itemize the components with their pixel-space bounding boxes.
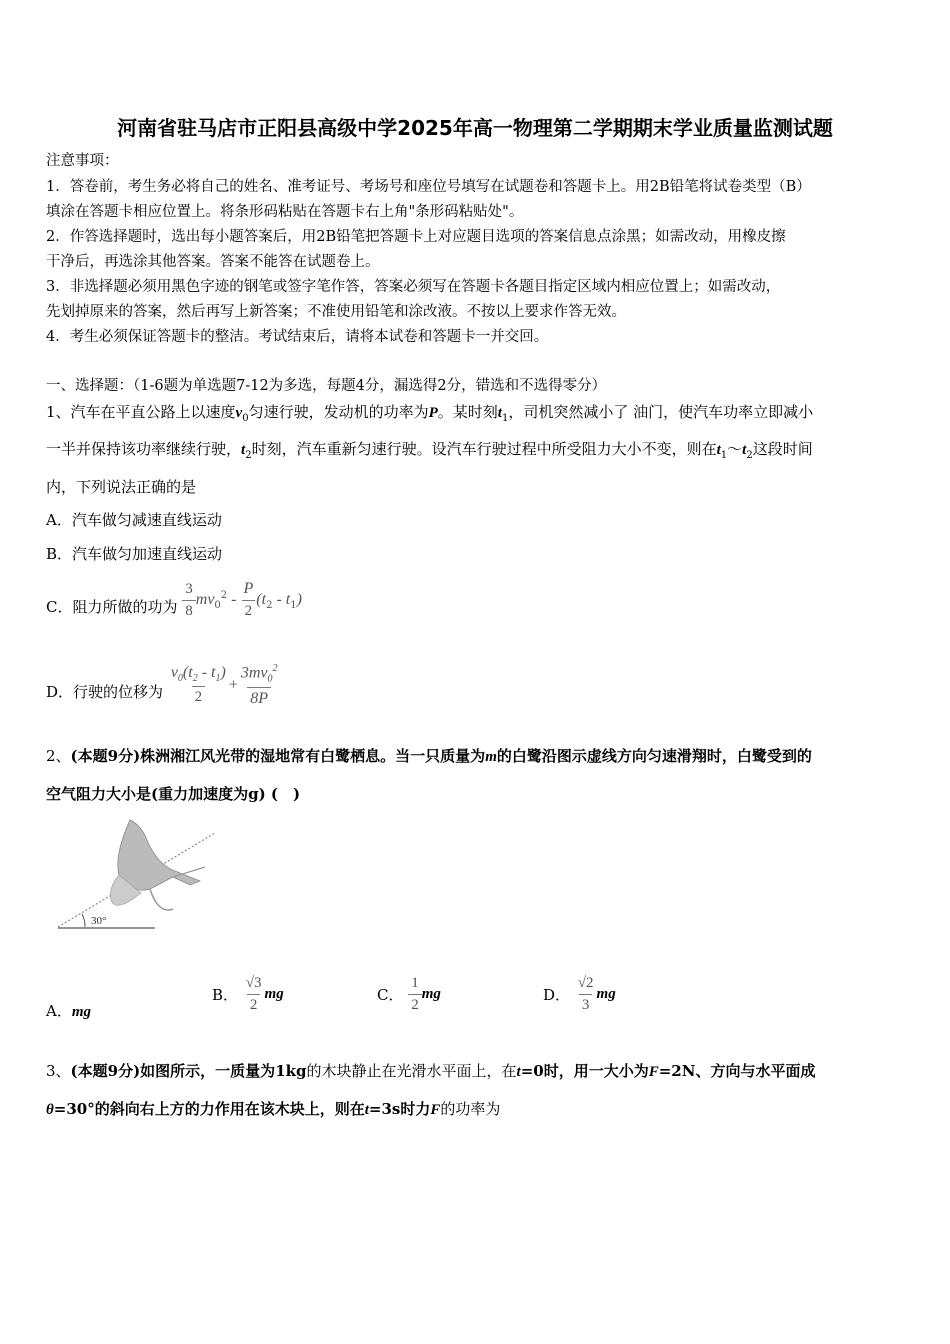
angle-label: 30° (91, 915, 107, 927)
fraction: $\frac{v_0(t_2 - t_1)}{2}$ (170, 664, 226, 706)
notice-line: 填涂在答题卡相应位置上。将条形码粘贴在答题卡右上角"条形码粘贴处"。 (46, 204, 524, 220)
notice-line: 先划掉原来的答案，然后再写上新答案；不准使用铅笔和涂改液。不按以上要求作答无效。 (46, 304, 626, 320)
question-text: 一半并保持该功率继续行驶，$t_2$时刻，汽车重新匀速行驶。设汽车行驶过程中所受阻力大小不变，则在$t_1\sim t_2$这段时间 (46, 440, 813, 461)
page-title: 河南省驻马店市正阳县高级中学2025年高一物理第二学期期末学业质量监测试题 (117, 116, 833, 140)
question-text: 3、(本题9分)如图所示，一质量为1kg的木块静止在光滑水平面上，在t=0时，用一大小为F=2N、方向与水平面成 (46, 1062, 816, 1080)
egret-icon (110, 820, 205, 910)
option-b[interactable]: B．汽车做匀加速直线运动 (46, 545, 223, 563)
question-text: θ=30°的斜向右上方的力作用在该木块上，则在t=3s时力F的功率为 (46, 1100, 501, 1118)
option-c[interactable]: C． $\frac{1}{2}$ mg (377, 975, 441, 1013)
section-heading: 一、选择题：（1-6题为单选题7-12为多选，每题4分，漏选得2分，错选和不选得零分） (46, 378, 607, 394)
option-b[interactable]: B． $\frac{√3}{2}$ mg (212, 975, 284, 1013)
option-c[interactable]: C．阻力所做的功为 $\frac{3}{8}$ $mv_0^2$ - $\frac{P}{2}$ $(t_2 - t_1)$ (46, 580, 302, 619)
question-text: 1、汽车在平直公路上以速度$v_0$匀速行驶，发动机的功率为P。某时刻$t_1$，司机突然减小了 油门，使汽车功率立即减小 (46, 403, 814, 424)
question-text: 内，下列说法正确的是 (46, 478, 197, 496)
question-text: 2、(本题9分)株洲湘江风光带的湿地常有白鹭栖息。当一只质量为m的白鹭沿图示虚线方向匀速滑翔时，白鹭受到的 (46, 747, 812, 765)
notice-line: 2．作答选择题时，选出每小题答案后，用2B铅笔把答题卡上对应题目选项的答案信息点涂黑；如需改动，用橡皮擦 (46, 229, 786, 245)
fraction: $\frac{3mv_0^2}{8P}$ (240, 663, 278, 707)
fraction: $\frac{1}{2}$ (408, 975, 422, 1014)
fraction: $\frac{√2}{3}$ (577, 975, 594, 1013)
notice-heading: 注意事项： (46, 153, 119, 169)
notice-line: 3．非选择题必须用黑色字迹的钢笔或签字笔作答，答案必须写在答题卡各题目指定区域内相应位置上；如需改动， (46, 279, 781, 295)
notice-line: 4．考生必须保证答题卡的整洁。考试结束后，请将本试卷和答题卡一并交回。 (46, 329, 549, 345)
question-text: 空气阻力大小是(重力加速度为g) ( ) (46, 785, 301, 803)
option-d[interactable]: D．行驶的位移为 $\frac{v_0(t_2 - t_1)}{2}$ + $\frac{3mv_0^2}{8P}$ (46, 663, 281, 708)
notice-line: 1．答卷前，考生务必将自己的姓名、准考证号、考场号和座位号填写在试题卷和答题卡上。用2B铅笔将试卷类型（B） (46, 179, 811, 195)
option-d[interactable]: D． $\frac{√2}{3}$ mg (543, 975, 616, 1013)
egret-figure (55, 815, 215, 935)
fraction: $\frac{3}{8}$ (182, 581, 196, 620)
fraction: $\frac{P}{2}$ (243, 580, 254, 619)
fraction: $\frac{√3}{2}$ (245, 975, 262, 1013)
option-a[interactable]: A．汽车做匀减速直线运动 (46, 511, 222, 529)
notice-line: 干净后，再选涂其他答案。答案不能答在试题卷上。 (46, 254, 380, 270)
option-a[interactable]: A．mg (46, 1002, 92, 1020)
